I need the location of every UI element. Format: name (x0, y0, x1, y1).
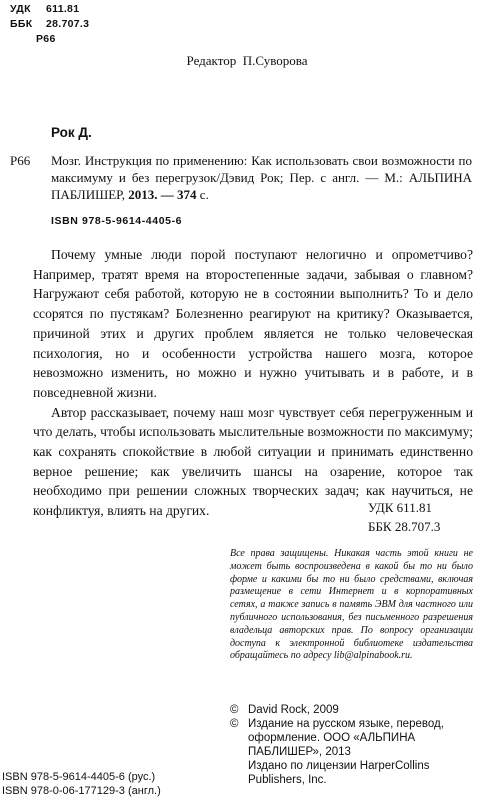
isbn-main: ISBN 978-5-9614-4405-6 (51, 215, 183, 227)
bbk-value: 28.707.3 (46, 18, 90, 30)
license-line (230, 759, 480, 787)
classification-header (10, 2, 89, 47)
udk-label: УДК (10, 3, 31, 15)
bbk-label: ББК (10, 18, 33, 30)
isbn-english: ISBN 978-0-06-177129-3 (англ.) (2, 785, 161, 797)
copyright-symbol (230, 759, 248, 787)
editor-credit: Редактор П.Суворова (186, 53, 308, 68)
udk-value: 611.81 (46, 3, 80, 15)
bibliographic-description (51, 152, 472, 204)
biblio-year: 2013. (128, 187, 158, 203)
udk-right: УДК 611.81 (368, 500, 432, 515)
copyright-text: Издание на русском языке, перевод, оформление. ООО «АЛЬПИНА ПАБЛИШЕР», 2013 (248, 718, 444, 758)
biblio-pages: — 374 (157, 187, 197, 203)
biblio-text: Мозг. Инструкция по применению: Как использовать свои возможности по максимуму и без перегрузок/Дэвид Рок; Пер. с англ. — М.: АЛЬПИНА ПАБЛИШЕР, (51, 153, 472, 203)
udk-line (10, 2, 89, 17)
rights-notice: Все права защищены. Никакая часть этой книги не может быть воспроизведена в какой бы то ни было форме и какими бы то ни было средствами, включая размещение в сети Интернет и в корпоративных сетях, а также запись в память ЭВМ для частного или публичного использования, без письменного разрешения владельца авторских прав. По вопросу организации доступа к электронной библиотеке издательства обращайтесь по адресу lib@alpinabook.ru. (230, 548, 473, 662)
copyright-symbol: © (230, 704, 239, 716)
copyright-text: David Rock, 2009 (248, 704, 339, 716)
license-text: Издано по лицензии HarperCollins Publishers, Inc. (248, 760, 430, 786)
bbk-line (10, 17, 89, 32)
catalog-code: Р66 (10, 153, 31, 168)
copyright-line-1 (230, 703, 480, 717)
isbn-list (2, 770, 161, 798)
copyright-symbol: © (230, 718, 239, 730)
author-code: Р66 (36, 33, 56, 45)
bbk-right: ББК 28.707.3 (368, 519, 441, 534)
isbn-russian: ISBN 978-5-9614-4405-6 (рус.) (2, 771, 156, 783)
annotation-paragraph-1: Почему умные люди порой поступают нелогично и опрометчиво? Например, тратят время на второстепенные задачи, забывая о главном? Нагружают себя работой, которую не в состоянии выполнить? То и дело ссорятся по пустякам? Болезненно реагируют на критику? Оказывается, причиной этих и других проблем является не только человеческая психология, но и особенности устройства нашего мозга, которое невозможно изменить, но можно и нужно учитывать и в работе, и в повседневной жизни. (33, 247, 473, 400)
classification-block (368, 498, 440, 536)
annotation-paragraph-2: Автор рассказывает, почему наш мозг чувствует себя перегруженным и что делать, чтобы использовать мыслительные возможности по максимуму; как сохранять спокойствие в любой ситуации и принимать единственно верное решение; как увеличить шансы на озарение, которое так необходимо при решении сложных творческих задач; как научиться, не конфликтуя, влиять на других. (33, 404, 473, 519)
copyright-block (230, 703, 480, 787)
biblio-tail: с. (196, 187, 209, 203)
annotation (33, 245, 473, 521)
author-name: Рок Д. (51, 125, 92, 140)
copyright-line-2 (230, 717, 480, 759)
